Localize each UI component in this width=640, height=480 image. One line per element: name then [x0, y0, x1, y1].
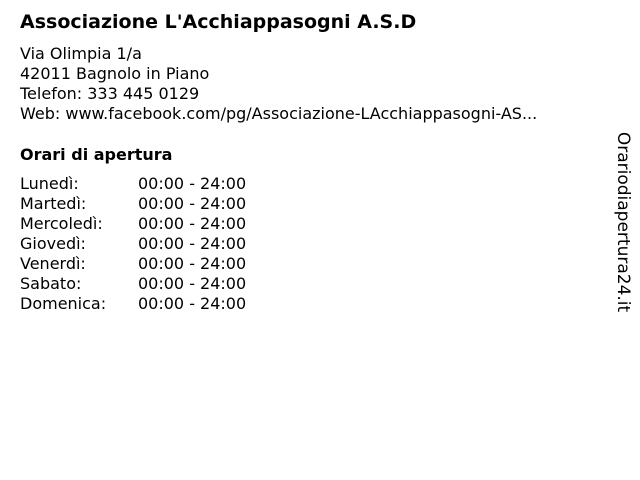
- day-label: Lunedì:: [20, 174, 79, 193]
- business-name: Associazione L'Acchiappasogni A.S.D: [20, 11, 417, 33]
- website-link[interactable]: Web: www.facebook.com/pg/Associazione-LAcchiappasogni-AS...: [20, 104, 538, 123]
- time-range: 00:00 - 24:00: [138, 274, 247, 293]
- time-range: 00:00 - 24:00: [138, 254, 247, 273]
- time-range: 00:00 - 24:00: [138, 174, 247, 193]
- business-contact-block: [20, 44, 537, 124]
- site-watermark: Orariodiapertura24.it: [613, 131, 633, 313]
- day-label: Martedì:: [20, 194, 87, 213]
- time-range: 00:00 - 24:00: [138, 294, 247, 313]
- day-label: Mercoledì:: [20, 214, 103, 233]
- opening-hours-heading: Orari di apertura: [20, 145, 173, 164]
- street-address: Via Olimpia 1/a: [20, 44, 142, 63]
- day-label: Venerdì:: [20, 254, 86, 273]
- time-range: 00:00 - 24:00: [138, 214, 247, 233]
- time-range: 00:00 - 24:00: [138, 234, 247, 253]
- day-label: Giovedì:: [20, 234, 86, 253]
- time-range: 00:00 - 24:00: [138, 194, 247, 213]
- city-address: 42011 Bagnolo in Piano: [20, 64, 210, 83]
- day-label: Sabato:: [20, 274, 82, 293]
- phone-number: Telefon: 333 445 0129: [20, 84, 200, 103]
- day-label: Domenica:: [20, 294, 107, 313]
